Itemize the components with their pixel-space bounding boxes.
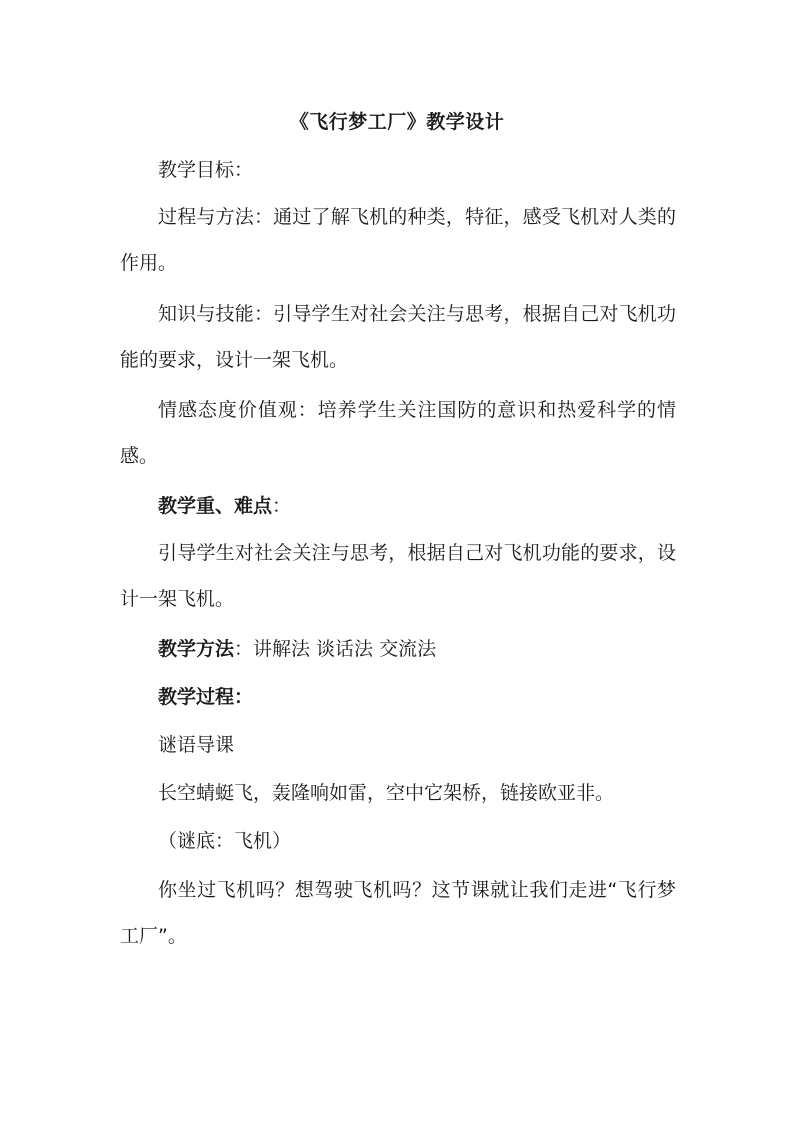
- question-paragraph: 你坐过飞机吗？想驾驶飞机吗？这节课就让我们走进“飞行梦工厂”。: [120, 879, 676, 947]
- key-points-paragraph: 引导学生对社会关注与思考，根据自己对飞机功能的要求，设计一架飞机。: [120, 542, 676, 610]
- document-title: 《飞行梦工厂》教学设计: [289, 111, 505, 133]
- key-points-heading: [120, 483, 676, 529]
- emotion-value-paragraph: 情感态度价值观：培养学生关注国防的意识和热爱科学的情感。: [120, 399, 676, 467]
- riddle-text: 长空蜻蜓飞，轰隆响如雷，空中它架桥，链接欧亚非。: [158, 782, 615, 804]
- process-method-paragraph: 过程与方法：通过了解飞机的种类，特征，感受飞机对人类的作用。: [120, 206, 676, 274]
- key-points-colon: ：: [272, 495, 292, 517]
- method-label: 教学方法: [158, 638, 235, 660]
- teaching-goal-heading: 教学目标：: [158, 159, 254, 181]
- teaching-method-line: [120, 626, 676, 672]
- knowledge-skill-paragraph: 知识与技能：引导学生对社会关注与思考，根据自己对飞机功能的要求，设计一架飞机。: [120, 303, 676, 371]
- key-points-label: 教学重、难点: [158, 495, 273, 517]
- riddle-answer: （谜底：飞机）: [158, 830, 292, 852]
- method-text: ：讲解法 谈话法 交流法: [234, 638, 437, 660]
- riddle-intro: 谜语导课: [158, 734, 235, 756]
- teaching-process-heading: 教学过程：: [158, 686, 254, 708]
